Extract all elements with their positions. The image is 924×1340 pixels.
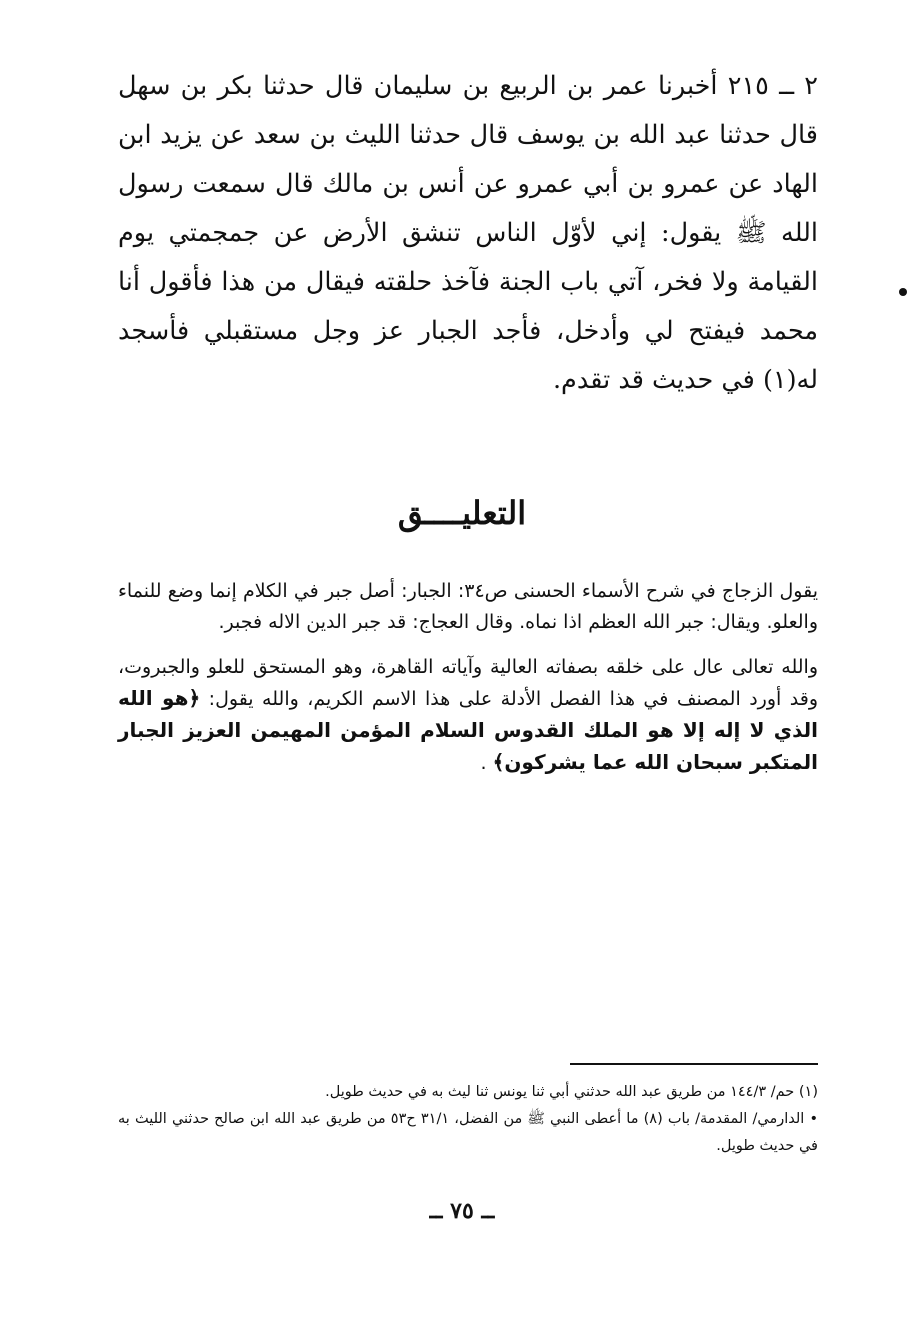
commentary-paragraph-1: يقول الزجاج في شرح الأسماء الحسنى ص٣٤: الجبار: أصل جبر في الكلام إنما وضع للنماء والعلو. ويقال: جبر الله العظم اذا نماه. وقال العجاج: قد جبر الدين الاله فجبر. [118, 580, 818, 633]
footnote-1: (١) حم/ ١٤٤/٣ من طريق عبد الله حدثني أبي ثنا يونس ثنا ليث به في حديث طويل. [325, 1084, 818, 1100]
margin-bullet-mark [899, 288, 907, 296]
commentary-end-punctuation: . [480, 752, 487, 774]
footnotes-block [118, 1079, 818, 1160]
page-number: ــ ٧٥ ــ [429, 1198, 495, 1224]
section-title: التعليــــق [397, 494, 527, 532]
hadith-paragraph: ٢ ــ ٢١٥ أخبرنا عمر بن الربيع بن سليمان قال حدثنا بكر بن سهل قال حدثنا عبد الله بن يوسف قال حدثنا الليث بن سعد عن يزيد ابن الهاد عن عمرو بن أبي عمرو عن أنس بن مالك قال سمعت رسول الله ﷺ يقول: إني لأوّل الناس تنشق الأرض عن جمجمتي يوم القيامة ولا فخر، آتي باب الجنة فآخذ حلقته فيقال من هذا فأقول أنا محمد فيفتح لي وأدخل، فأجد الجبار عز وجل مستقبلي فأسجد له(١) في حديث قد تقدم. [118, 71, 818, 395]
commentary-paragraph-2 [118, 652, 818, 779]
footnote-2: • الدارمي/ المقدمة/ باب (٨) ما أعطى النبي ﷺ من الفضل، ٣١/١ ح٥٣ من طريق عبد الله ابن صالح حدثني الليث به في حديث طويل. [118, 1111, 818, 1154]
hadith-text-block [118, 62, 818, 405]
quran-verse: ﴿هو الله الذي لا إله إلا هو الملك القدوس السلام المؤمن المهيمن العزيز الجبار المتكبر سبحان الله عما يشركون﴾ [118, 686, 818, 774]
commentary-block [118, 576, 818, 779]
commentary-intro-text: والله تعالى عال على خلقه بصفاته العالية وآياته القاهرة، وهو المستحق للعلو والجبروت، وقد أورد المصنف في هذا الفصل الأدلة على هذا الاسم الكريم، والله يقول: [118, 656, 819, 710]
footnote-separator [570, 1063, 818, 1065]
